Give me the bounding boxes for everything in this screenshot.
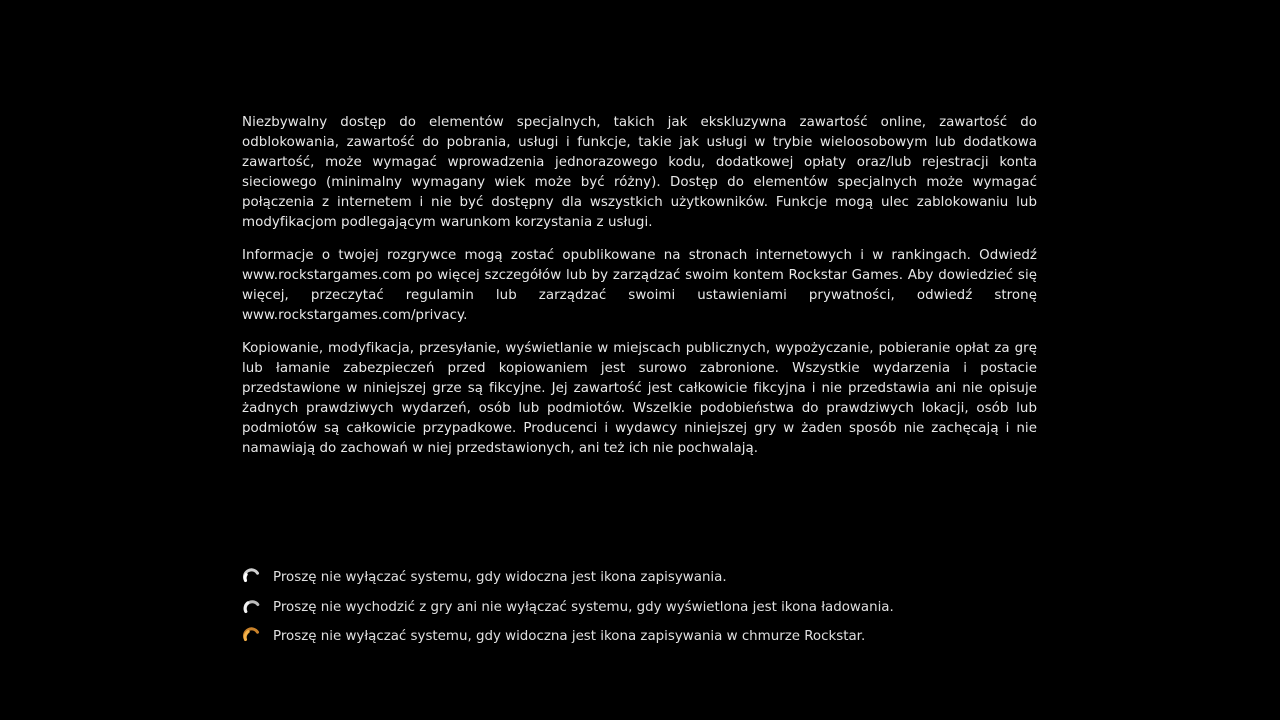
saving-spinner-icon: [242, 568, 262, 588]
notice-loading: [242, 598, 1042, 618]
notice-cloud-saving-text: Proszę nie wyłączać systemu, gdy widoczna jest ikona zapisywania w chmurze Rockstar.: [273, 629, 866, 644]
notice-loading-text: Proszę nie wychodzić z gry ani nie wyłączać systemu, gdy wyświetlona jest ikona ładowania.: [273, 599, 894, 615]
loading-spinner-icon: [242, 598, 262, 618]
system-notices: [242, 568, 1042, 657]
notice-cloud-saving: [242, 627, 1042, 647]
notice-saving: [242, 568, 1042, 588]
disclaimer-paragraph-fiction: Kopiowanie, modyfikacja, przesyłanie, wyświetlanie w miejscach publicznych, wypożyczanie, pobieranie opłat za grę lub łamanie zabezpieczeń przed kopiowaniem jest surowo zabronione. Wszystkie wydarzenia i postacie przedstawione w niniejszej grze są fikcyjne. Jej zawartość jest całkowicie fikcyjna i nie przedstawia ani nie opisuje żadnych prawdziwych wydarzeń, osób lub podmiotów. Wszelkie podobieństwa do prawdziwych lokacji, osób lub podmiotów są całkowicie przypadkowe. Producenci i wydawcy niniejszej gry w żaden sposób nie zachęcają i nie namawiają do zachowań w niej przedstawionych, ani też ich nie pochwalają.: [242, 341, 1037, 456]
disclaimer-paragraph-privacy: Informacje o twojej rozgrywce mogą zostać opublikowane na stronach internetowych i w rankingach. Odwiedź www.rockstargames.com po więcej szczegółów lub by zarządzać swoim kontem Rockstar Games. Aby dowiedzieć się więcej, przeczytać regulamin lub zarządzać swoimi ustawieniami prywatności, odwiedź stronę www.rockstargames.com/privacy.: [242, 248, 1037, 323]
cloud-saving-spinner-icon: [242, 627, 262, 647]
disclaimer-paragraph-special-content: Niezbywalny dostęp do elementów specjalnych, takich jak ekskluzywna zawartość online, zawartość do odblokowania, zawartość do pobrania, usługi i funkcje, takie jak usługi w trybie wieloosobowym lub dodatkowa zawartość, może wymagać wprowadzenia jednorazowego kodu, dodatkowej opłaty oraz/lub rejestracji konta sieciowego (minimalny wymagany wiek może być różny). Dostęp do elementów specjalnych może wymagać połączenia z internetem i nie być dostępny dla wszystkich użytkowników. Funkcje mogą ulec zablokowaniu lub modyfikacjom podlegającym warunkom korzystania z usługi.: [242, 115, 1037, 230]
legal-disclaimer: [242, 113, 1037, 472]
notice-saving-text: Proszę nie wyłączać systemu, gdy widoczna jest ikona zapisywania.: [273, 570, 727, 585]
